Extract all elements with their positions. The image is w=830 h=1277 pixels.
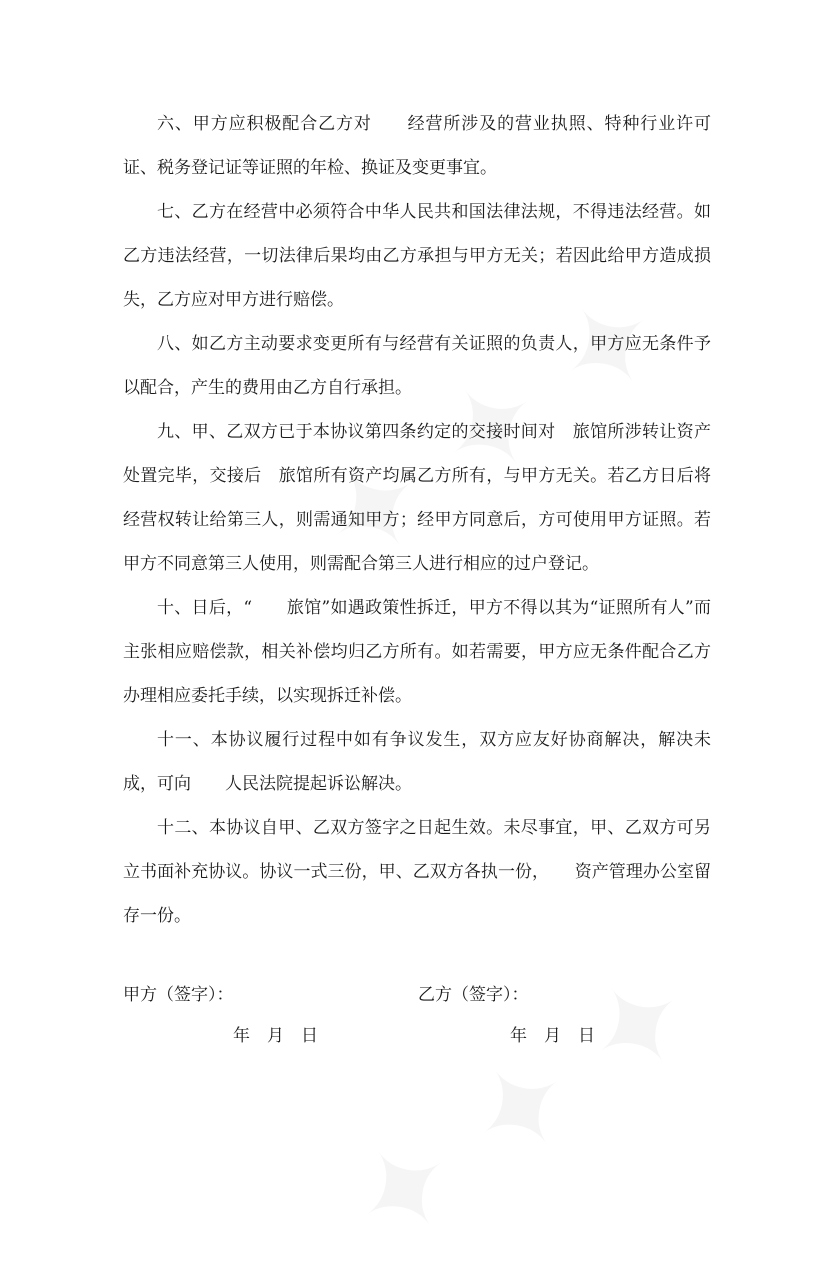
party-a-signature-label: 甲方（签字）： xyxy=(123,985,234,1005)
clause-12: 十二、本协议自甲、乙双方签字之日起生效。未尽事宜，甲、乙双方可另立书面补充协议。协议一式三份，甲、乙双方各执一份， 资产管理办公室留存一份。 xyxy=(123,818,711,926)
clause-8: 八、如乙方主动要求变更所有与经营有关证照的负责人，甲方应无条件予以配合，产生的费用由乙方自行承担。 xyxy=(123,334,711,398)
party-b-signature-label: 乙方（签字）： xyxy=(418,985,529,1005)
clause-11: 十一、本协议履行过程中如有争议发生，双方应友好协商解决，解决未成，可向 人民法院提起诉讼解决。 xyxy=(123,730,711,794)
clause-7: 七、乙方在经营中必须符合中华人民共和国法律法规，不得违法经营。如乙方违法经营，一切法律后果均由乙方承担与甲方无关；若因此给甲方造成损失，乙方应对甲方进行赔偿。 xyxy=(123,202,711,310)
clause-10: 十、日后，“ 旅馆”如遇政策性拆迁，甲方不得以其为“证照所有人”而主张相应赔偿款，相关补偿均归乙方所有。如若需要，甲方应无条件配合乙方办理相应委托手续，以实现拆迁补偿。 xyxy=(123,598,711,706)
party-b-date: 年 月 日 xyxy=(510,1026,595,1046)
clause-9: 九、甲、乙双方已于本协议第四条约定的交接时间对 旅馆所涉转让资产处置完毕，交接后 旅馆所有资产均属乙方所有，与甲方无关。若乙方日后将经营权转让给第三人，则需通知甲方；经甲方同意后，方可使用甲方证照。若甲方不同意第三人使用，则需配合第三人进行相应的过户登记。 xyxy=(123,422,711,574)
clause-6: 六、甲方应积极配合乙方对 经营所涉及的营业执照、特种行业许可证、税务登记证等证照的年检、换证及变更事宜。 xyxy=(123,114,711,178)
party-a-date: 年 月 日 xyxy=(233,1026,318,1046)
